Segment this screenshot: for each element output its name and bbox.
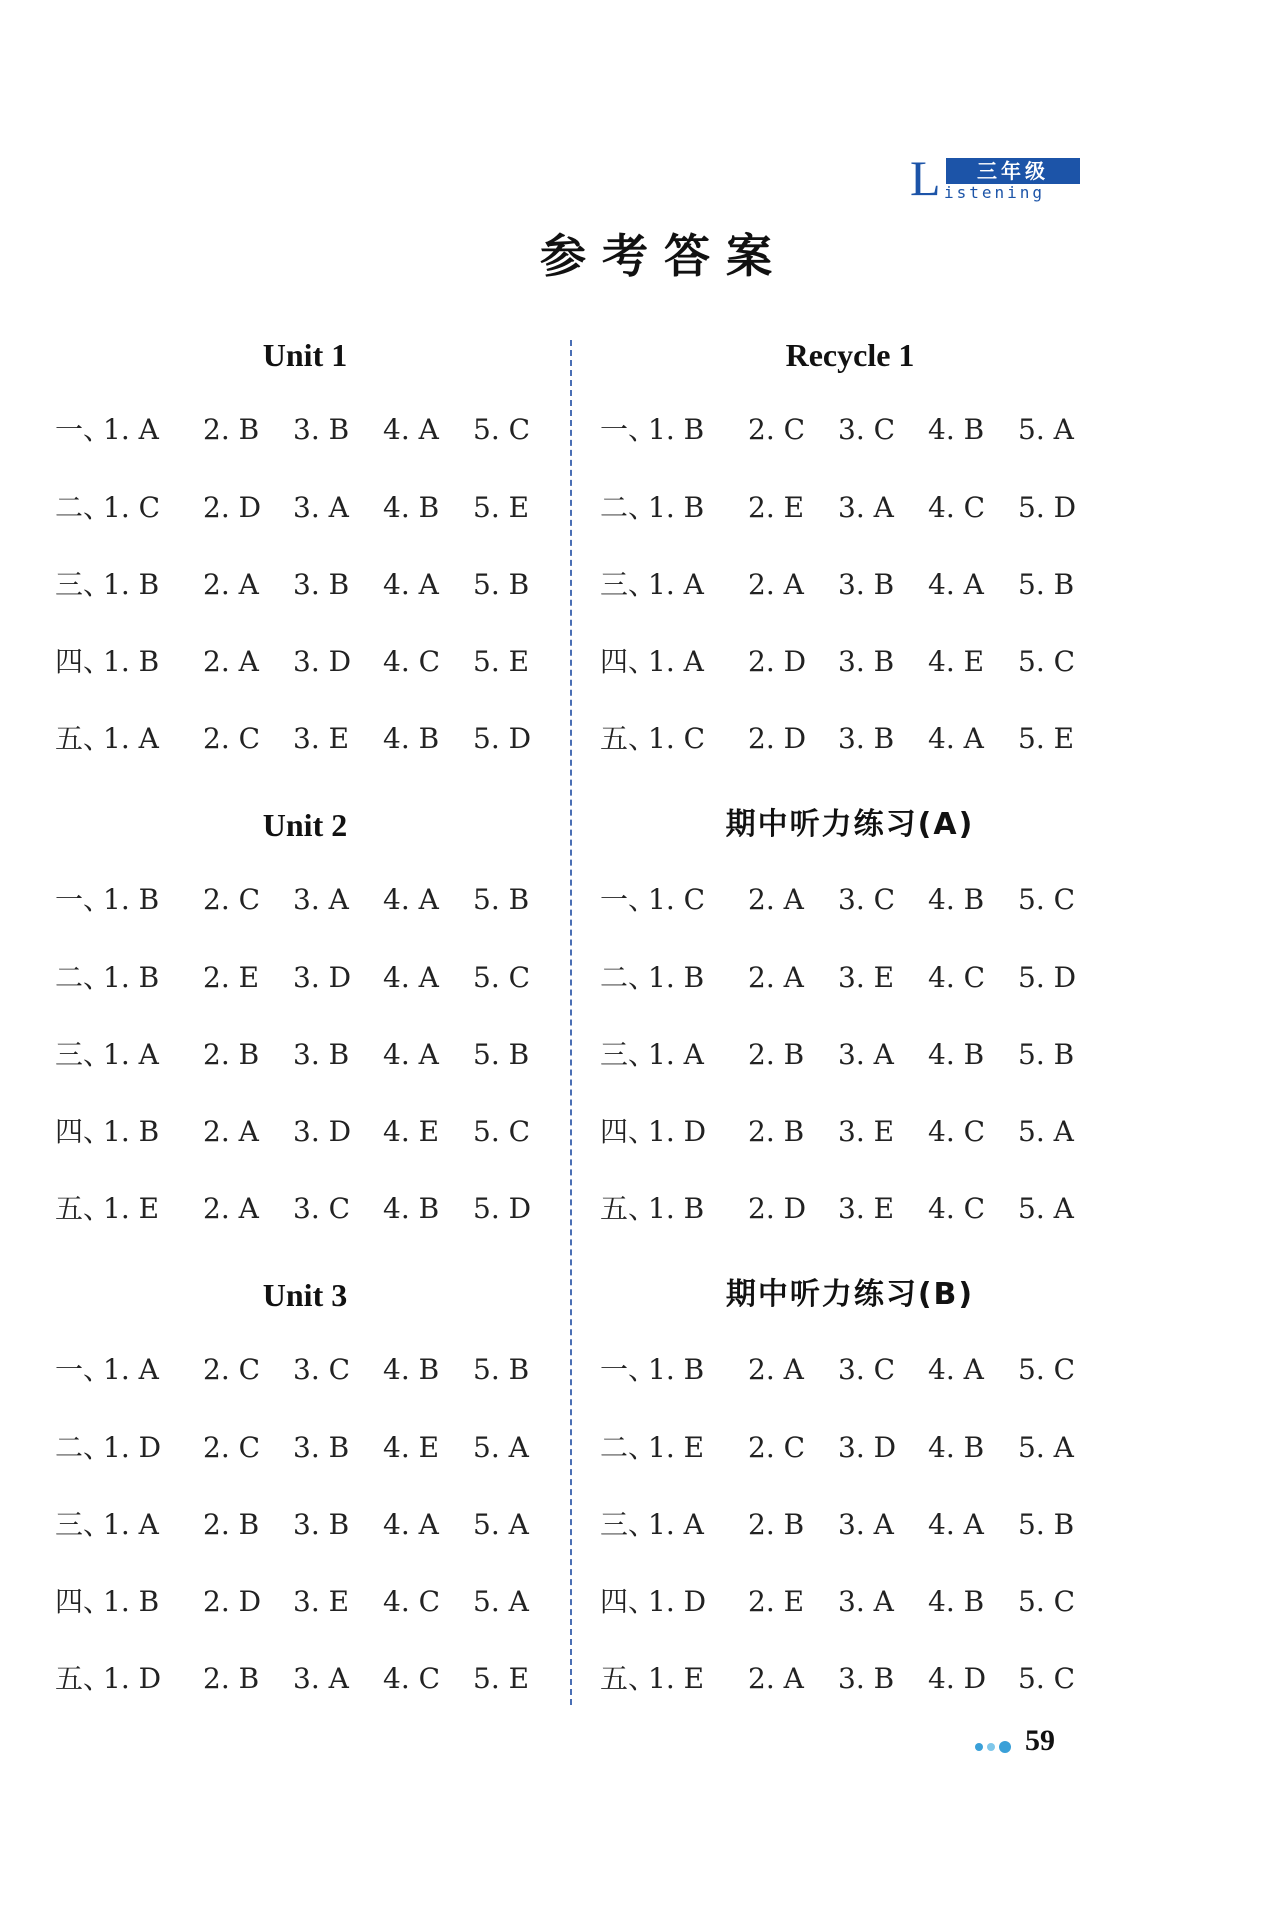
answer-row	[600, 880, 1120, 920]
answer-row	[55, 1189, 575, 1229]
answer-item: 4. C	[928, 1115, 986, 1148]
answer-item: 2. A	[748, 1662, 804, 1695]
answer-item: 4. A	[383, 1038, 439, 1071]
answer-item: 4. B	[928, 413, 985, 446]
answer-item: 2. B	[203, 413, 260, 446]
answer-item: 3. B	[293, 568, 350, 601]
answer-item: 1. E	[648, 1431, 705, 1464]
answer-item: 5. C	[1018, 883, 1076, 916]
answer-item: 1. D	[648, 1585, 707, 1618]
answer-item: 5. A	[473, 1431, 529, 1464]
question-group-label: 一、	[600, 413, 657, 446]
section-title: Unit 3	[262, 1277, 348, 1313]
answer-item: 3. B	[838, 1662, 895, 1695]
answer-item: 4. E	[383, 1115, 440, 1148]
question-group-label: 四、	[55, 1585, 112, 1618]
answer-item: 2. C	[203, 1431, 261, 1464]
answer-item: 4. A	[383, 568, 439, 601]
answer-item: 4. B	[928, 1431, 985, 1464]
answer-item: 3. A	[293, 883, 349, 916]
question-group-label: 五、	[600, 722, 657, 755]
answer-item: 1. B	[103, 961, 160, 994]
answer-item: 4. B	[383, 1353, 440, 1386]
question-group-label: 四、	[600, 645, 657, 678]
section-title: Unit 1	[262, 337, 348, 373]
question-group-label: 四、	[55, 1115, 112, 1148]
answer-item: 2. E	[748, 1585, 805, 1618]
answer-item: 1. A	[103, 722, 159, 755]
question-group-label: 五、	[55, 1662, 112, 1695]
answer-row	[55, 719, 575, 759]
answer-item: 3. E	[838, 961, 895, 994]
answer-item: 2. D	[748, 722, 807, 755]
series-logo	[910, 150, 1090, 206]
answer-item: 2. B	[203, 1508, 260, 1541]
answer-item: 1. A	[648, 1508, 704, 1541]
answer-item: 1. B	[648, 491, 705, 524]
answer-item: 2. D	[203, 491, 262, 524]
answer-item: 5. B	[1018, 568, 1075, 601]
answer-item: 5. A	[473, 1585, 529, 1618]
answer-item: 2. E	[748, 491, 805, 524]
answer-item: 3. D	[293, 645, 352, 678]
answer-row	[600, 1582, 1120, 1622]
answer-row	[55, 958, 575, 998]
answer-item: 4. E	[383, 1431, 440, 1464]
answer-item: 1. A	[103, 413, 159, 446]
answer-row	[600, 1035, 1120, 1075]
question-group-label: 一、	[55, 1353, 112, 1386]
answer-item: 4. A	[383, 413, 439, 446]
answer-item: 5. D	[473, 722, 532, 755]
answer-row	[55, 1582, 575, 1622]
answer-row	[600, 1505, 1120, 1545]
answer-item: 2. A	[203, 645, 259, 678]
answer-row	[600, 958, 1120, 998]
question-group-label: 三、	[600, 568, 657, 601]
answer-item: 5. B	[1018, 1038, 1075, 1071]
answer-item: 4. B	[928, 1038, 985, 1071]
answer-item: 4. B	[383, 722, 440, 755]
answer-item: 3. B	[293, 1038, 350, 1071]
answer-item: 3. B	[293, 1431, 350, 1464]
answer-item: 5. D	[473, 1192, 532, 1225]
answer-item: 2. C	[203, 1353, 261, 1386]
answer-item: 3. B	[293, 413, 350, 446]
answer-item: 2. A	[748, 568, 804, 601]
page-number: 59	[1025, 1724, 1055, 1757]
answer-item: 2. C	[203, 722, 261, 755]
answer-item: 5. C	[473, 413, 531, 446]
page-title: 参考答案	[540, 229, 788, 283]
answer-item: 1. B	[648, 1192, 705, 1225]
answer-row	[600, 1112, 1120, 1152]
answer-row	[55, 410, 575, 450]
answer-item: 2. A	[748, 1353, 804, 1386]
answer-item: 2. A	[203, 1115, 259, 1148]
answer-item: 4. C	[383, 1662, 441, 1695]
answer-item: 1. A	[648, 568, 704, 601]
question-group-label: 三、	[600, 1508, 657, 1541]
answer-row	[55, 1035, 575, 1075]
logo-subtitle: istening	[944, 183, 1046, 202]
answer-row	[600, 410, 1120, 450]
question-group-label: 三、	[55, 1508, 112, 1541]
answer-row	[55, 488, 575, 528]
answer-row	[55, 1505, 575, 1545]
answer-item: 5. A	[1018, 1115, 1074, 1148]
answer-item: 1. B	[648, 961, 705, 994]
answer-item: 5. B	[473, 568, 530, 601]
answer-item: 2. D	[203, 1585, 262, 1618]
answer-item: 5. C	[1018, 1585, 1076, 1618]
answer-item: 3. B	[838, 645, 895, 678]
question-group-label: 四、	[600, 1115, 657, 1148]
answer-item: 3. A	[293, 1662, 349, 1695]
answer-item: 3. B	[293, 1508, 350, 1541]
answer-item: 4. A	[928, 1508, 984, 1541]
answer-item: 1. B	[103, 568, 160, 601]
answer-item: 1. D	[103, 1431, 162, 1464]
answer-row	[600, 719, 1120, 759]
answer-item: 4. C	[928, 1192, 986, 1225]
answer-item: 3. C	[838, 1353, 896, 1386]
answer-item: 1. A	[103, 1353, 159, 1386]
answer-item: 3. D	[838, 1431, 897, 1464]
answer-item: 1. B	[103, 1115, 160, 1148]
answer-item: 5. C	[1018, 1662, 1076, 1695]
question-group-label: 五、	[55, 1192, 112, 1225]
answer-item: 1. B	[103, 883, 160, 916]
answer-item: 3. C	[838, 413, 896, 446]
answer-item: 5. B	[473, 1353, 530, 1386]
answer-item: 3. C	[838, 883, 896, 916]
answer-row	[55, 1350, 575, 1390]
answer-item: 4. C	[383, 645, 441, 678]
logo-letter: L	[910, 150, 941, 206]
answer-item: 4. C	[383, 1585, 441, 1618]
answer-row	[600, 488, 1120, 528]
answer-item: 3. C	[293, 1192, 351, 1225]
answer-row	[55, 880, 575, 920]
answer-item: 2. B	[203, 1662, 260, 1695]
answer-item: 1. A	[103, 1508, 159, 1541]
answer-item: 3. B	[838, 722, 895, 755]
answer-row	[55, 642, 575, 682]
answer-row	[600, 1350, 1120, 1390]
answer-item: 1. A	[103, 1038, 159, 1071]
answer-item: 2. E	[203, 961, 260, 994]
answer-item: 1. B	[103, 645, 160, 678]
answer-item: 5. A	[473, 1508, 529, 1541]
answer-item: 2. A	[748, 883, 804, 916]
answer-item: 4. A	[928, 568, 984, 601]
answer-item: 3. E	[838, 1115, 895, 1148]
answer-item: 5. D	[1018, 491, 1077, 524]
answer-row	[600, 565, 1120, 605]
answer-item: 1. C	[648, 883, 706, 916]
question-group-label: 一、	[600, 883, 657, 916]
answer-item: 5. A	[1018, 1431, 1074, 1464]
answer-item: 1. A	[648, 645, 704, 678]
question-group-label: 二、	[55, 961, 112, 994]
answer-item: 5. D	[1018, 961, 1077, 994]
answer-item: 1. E	[103, 1192, 160, 1225]
answer-item: 5. B	[473, 1038, 530, 1071]
answer-item: 5. B	[473, 883, 530, 916]
answer-item: 4. C	[928, 491, 986, 524]
question-group-label: 三、	[55, 568, 112, 601]
answer-item: 2. B	[748, 1508, 805, 1541]
answer-item: 1. E	[648, 1662, 705, 1695]
answer-item: 5. A	[1018, 413, 1074, 446]
question-group-label: 二、	[55, 1431, 112, 1464]
question-group-label: 一、	[600, 1353, 657, 1386]
answer-item: 5. E	[473, 1662, 530, 1695]
question-group-label: 五、	[600, 1662, 657, 1695]
question-group-label: 四、	[600, 1585, 657, 1618]
answer-item: 5. B	[1018, 1508, 1075, 1541]
question-group-label: 一、	[55, 883, 112, 916]
answer-item: 4. A	[383, 1508, 439, 1541]
answer-item: 3. A	[838, 491, 894, 524]
answer-item: 3. E	[293, 722, 350, 755]
answer-item: 2. C	[748, 1431, 806, 1464]
section-title: 期中听力练习(B)	[725, 1277, 975, 1312]
answer-row	[55, 1428, 575, 1468]
answer-item: 5. C	[473, 961, 531, 994]
question-group-label: 二、	[55, 491, 112, 524]
answer-row	[600, 1659, 1120, 1699]
answer-item: 5. E	[473, 645, 530, 678]
answer-row	[600, 1428, 1120, 1468]
grade-label: 三年级	[946, 158, 1080, 184]
answer-item: 5. E	[473, 491, 530, 524]
question-group-label: 二、	[600, 961, 657, 994]
question-group-label: 一、	[55, 413, 112, 446]
answer-item: 5. C	[473, 1115, 531, 1148]
question-group-label: 五、	[55, 722, 112, 755]
answer-item: 4. B	[383, 491, 440, 524]
answer-item: 3. A	[838, 1585, 894, 1618]
answer-item: 1. C	[103, 491, 161, 524]
section-title: 期中听力练习(A)	[725, 807, 975, 842]
answer-item: 3. B	[838, 568, 895, 601]
answer-item: 5. E	[1018, 722, 1075, 755]
answer-row	[55, 1659, 575, 1699]
answer-item: 2. C	[748, 413, 806, 446]
answer-item: 4. A	[928, 722, 984, 755]
answer-item: 5. C	[1018, 645, 1076, 678]
answer-item: 3. D	[293, 961, 352, 994]
answer-item: 4. B	[928, 1585, 985, 1618]
answer-item: 2. D	[748, 645, 807, 678]
question-group-label: 二、	[600, 1431, 657, 1464]
answer-item: 1. D	[648, 1115, 707, 1148]
answer-item: 4. A	[383, 961, 439, 994]
question-group-label: 五、	[600, 1192, 657, 1225]
answer-item: 2. D	[748, 1192, 807, 1225]
answer-item: 3. A	[293, 491, 349, 524]
answer-item: 5. C	[1018, 1353, 1076, 1386]
answer-item: 1. C	[648, 722, 706, 755]
question-group-label: 三、	[55, 1038, 112, 1071]
answer-item: 5. A	[1018, 1192, 1074, 1225]
answer-item: 2. C	[203, 883, 261, 916]
answer-item: 4. D	[928, 1662, 987, 1695]
answer-item: 2. B	[748, 1115, 805, 1148]
answer-item: 4. A	[928, 1353, 984, 1386]
question-group-label: 四、	[55, 645, 112, 678]
question-group-label: 三、	[600, 1038, 657, 1071]
decorative-dots-icon	[975, 1739, 1025, 1755]
answer-row	[600, 1189, 1120, 1229]
answer-item: 3. C	[293, 1353, 351, 1386]
section-title: Recycle 1	[785, 337, 915, 373]
question-group-label: 二、	[600, 491, 657, 524]
answer-item: 1. A	[648, 1038, 704, 1071]
answer-row	[55, 1112, 575, 1152]
answer-item: 1. B	[103, 1585, 160, 1618]
answer-item: 2. B	[748, 1038, 805, 1071]
answer-item: 2. A	[203, 568, 259, 601]
answer-item: 3. E	[293, 1585, 350, 1618]
answer-item: 1. D	[103, 1662, 162, 1695]
answer-row	[55, 565, 575, 605]
section-title: Unit 2	[262, 807, 348, 843]
answer-item: 4. A	[383, 883, 439, 916]
answer-item: 3. E	[838, 1192, 895, 1225]
answer-item: 4. B	[383, 1192, 440, 1225]
answer-item: 2. A	[748, 961, 804, 994]
answer-item: 4. E	[928, 645, 985, 678]
answer-item: 3. D	[293, 1115, 352, 1148]
answer-row	[600, 642, 1120, 682]
column-divider	[570, 340, 572, 1705]
answer-item: 1. B	[648, 413, 705, 446]
answer-item: 3. A	[838, 1508, 894, 1541]
answer-item: 4. B	[928, 883, 985, 916]
answer-item: 4. C	[928, 961, 986, 994]
answer-item: 1. B	[648, 1353, 705, 1386]
answer-item: 2. B	[203, 1038, 260, 1071]
answer-item: 2. A	[203, 1192, 259, 1225]
answer-item: 3. A	[838, 1038, 894, 1071]
